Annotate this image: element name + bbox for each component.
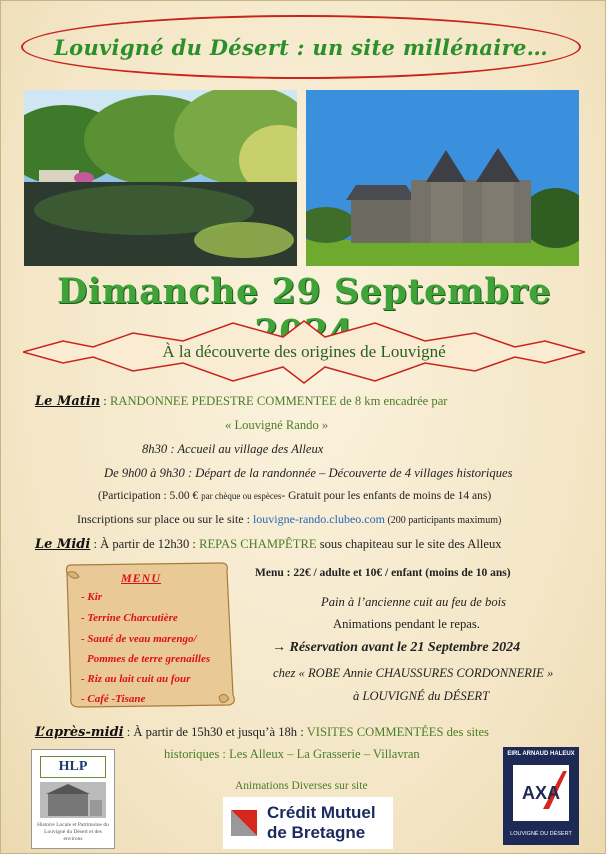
- event-date: Dimanche 29 Septembre: [56, 271, 552, 312]
- axa-logo: [503, 747, 579, 845]
- credit-mutuel-logo: [223, 797, 393, 849]
- reservation-deadline: → Réservation avant le 21 Septembre 2024: [272, 640, 521, 655]
- matin-participation: [98, 490, 491, 502]
- midi-label: Le Midi: [35, 537, 91, 552]
- menu-item: - Café -Tisane: [81, 693, 146, 705]
- menu-item: - Kir: [81, 591, 103, 603]
- inscription-max: (200 participants maximum): [384, 515, 502, 526]
- apresmidi-rest: des sites: [443, 725, 489, 739]
- apresmidi-activity: VISITES COMMENTÉES: [306, 725, 444, 739]
- matin-activity: RANDONNEE PEDESTRE COMMENTEE: [109, 394, 337, 408]
- castle-photo: [306, 90, 579, 266]
- cm-line2: de Bretagne: [267, 823, 366, 842]
- animations-repas: Animations pendant le repas.: [333, 617, 480, 631]
- matin-label: Le Matin: [35, 394, 101, 409]
- menu-item: Pommes de terre grenailles: [87, 653, 211, 665]
- midi-sep: :: [90, 537, 101, 551]
- participation-a: (Participation : 5.00 €: [98, 490, 202, 502]
- credit-mutuel-icon: [227, 806, 261, 840]
- matin-organizer: « Louvigné Rando »: [225, 418, 329, 432]
- axa-square: [513, 765, 569, 821]
- inscription-text: Inscriptions sur place ou sur le site :: [77, 512, 253, 526]
- axa-bottom: LOUVIGNÉ DU DÉSERT: [510, 831, 572, 837]
- matin-sep: :: [100, 394, 110, 408]
- apresmidi-sep: :: [123, 725, 134, 739]
- participation-b: - Gratuit pour les enfants de moins de 14 ans): [281, 490, 492, 502]
- reservation-shop: chez « ROBE Annie CHAUSSURES CORDONNERIE »: [273, 666, 554, 680]
- hlp-logo: [31, 749, 115, 849]
- apresmidi-line: [35, 725, 489, 740]
- axa-name: AXA: [521, 783, 560, 803]
- rando-site-link[interactable]: louvigne-rando.clubeo.com: [252, 512, 385, 526]
- cm-line1: Crédit Mutuel: [267, 803, 376, 822]
- hlp-building-icon: [40, 782, 106, 818]
- apresmidi-label: L’après-midi: [35, 725, 124, 740]
- matin-inscription: [77, 512, 501, 527]
- matin-rest: de 8 km encadrée par: [336, 394, 448, 408]
- midi-activity: REPAS CHAMPÊTRE: [199, 537, 317, 551]
- apresmidi-sites: historiques : Les Alleux – La Grasserie – Villavran: [164, 747, 420, 761]
- reservation-town: à LOUVIGNÉ du DÉSERT: [353, 689, 490, 703]
- axa-top: EIRL ARNAUD HALEUX: [507, 751, 575, 757]
- participation-small: par chèque ou espèces: [201, 491, 282, 501]
- hlp-caption: Histoire Locale et Patrimoine du Louvigné du Désert et des environs: [37, 822, 109, 842]
- midi-time: À partir de 12h30 :: [100, 537, 200, 551]
- pain-text: Pain à l’ancienne cuit au feu de bois: [321, 595, 507, 609]
- menu-title: MENU: [121, 571, 162, 585]
- poster-title: Louvigné du Désert : un site millénaire…: [54, 34, 548, 60]
- midi-rest: sous chapiteau sur le site des Alleux: [316, 537, 502, 551]
- hlp-letters: HLP: [40, 756, 106, 778]
- animations-diverses: Animations Diverses sur site: [235, 780, 368, 792]
- title-oval: [21, 15, 581, 79]
- matin-depart: De 9h00 à 9h30 : Départ de la randonnée – Découverte de 4 villages historiques: [104, 466, 513, 480]
- menu-item: - Riz au lait cuit au four: [81, 673, 191, 685]
- menu-price: Menu : 22€ / adulte et 10€ / enfant (moins de 10 ans): [255, 567, 511, 579]
- matin-line: [35, 394, 447, 409]
- subtitle: À la découverte des origines de Louvigné: [162, 342, 446, 361]
- matin-accueil: 8h30 : Accueil au village des Alleux: [142, 442, 324, 456]
- midi-line: [35, 537, 502, 552]
- apresmidi-time: À partir de 15h30 et jusqu’à 18h :: [133, 725, 307, 739]
- pond-photo: [24, 90, 297, 266]
- menu-item: - Sauté de veau marengo/: [81, 633, 197, 645]
- menu-item: - Terrine Charcutière: [81, 612, 178, 624]
